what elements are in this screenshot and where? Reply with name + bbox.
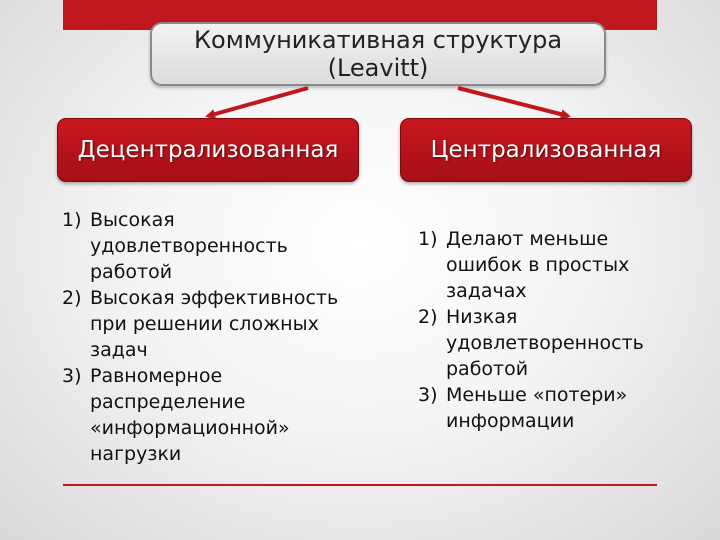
item-number: 1): [62, 209, 82, 231]
item-text: Меньше «потери» информации: [446, 384, 628, 432]
item-text: Высокая эффективность при решении сложных задач: [90, 287, 339, 361]
item-number: 2): [62, 287, 82, 309]
list-item: [62, 285, 362, 363]
item-text: Высокая удовлетворенность работой: [90, 209, 288, 283]
decentralized-heading: Децентрализованная: [77, 137, 339, 163]
item-number: 1): [418, 228, 438, 250]
centralized-heading: Централизованная: [430, 137, 662, 163]
bottom-accent-line: [63, 484, 657, 486]
list-item: [418, 382, 668, 434]
decentralized-box: [57, 118, 359, 182]
title-line-1: Коммуникативная структура: [193, 26, 563, 54]
title-line-2: (Leavitt): [327, 54, 429, 82]
item-number: 2): [418, 306, 438, 328]
item-text: Низкая удовлетворенность работой: [446, 306, 644, 380]
arrow-to-centralized: [458, 88, 568, 116]
title-box: [150, 22, 606, 86]
item-number: 3): [62, 365, 82, 387]
decentralized-list: [62, 207, 362, 467]
list-item: [62, 363, 362, 467]
item-number: 3): [418, 384, 438, 406]
list-item: [418, 226, 668, 304]
item-text: Равномерное распределение «информационной» нагрузки: [90, 365, 290, 465]
item-text: Делают меньше ошибок в простых задачах: [446, 228, 630, 302]
centralized-box: [400, 118, 692, 182]
list-item: [62, 207, 362, 285]
list-item: [418, 304, 668, 382]
arrow-to-decentralized: [208, 88, 308, 116]
centralized-list: [418, 226, 668, 434]
